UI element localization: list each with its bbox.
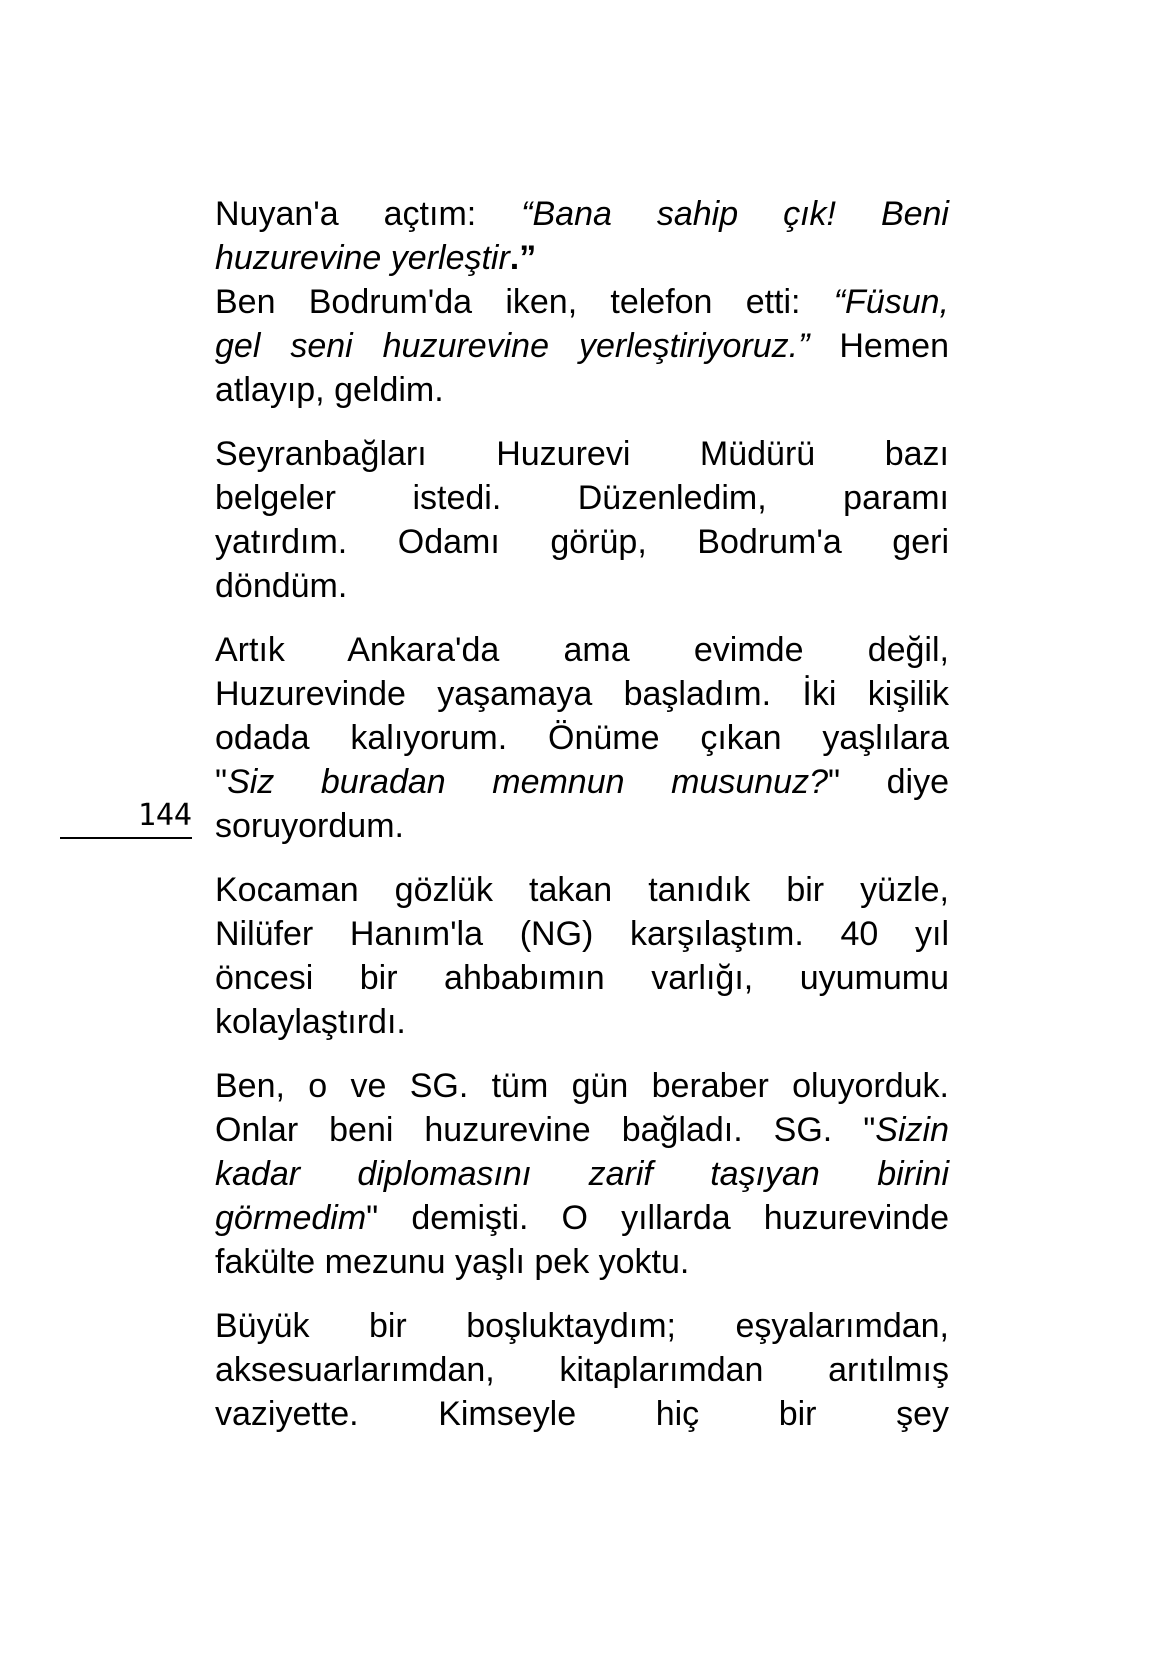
text-segment-italic: kadar diplomasını zarif taşıyan birini — [215, 1155, 949, 1193]
paragraph-5 — [215, 868, 949, 1044]
text-line — [215, 192, 949, 236]
text-line — [215, 672, 949, 716]
text-segment-italic: görmedim — [215, 1199, 367, 1237]
text-line — [215, 280, 949, 324]
text-line — [215, 1196, 949, 1240]
text-segment-regular: Nuyan'a açtım: — [215, 195, 522, 233]
text-segment-regular: kolaylaştırdı. — [215, 1003, 406, 1041]
text-segment-italic: gel seni huzurevine yerleştiriyoruz.” — [215, 327, 810, 365]
paragraph-1 — [215, 192, 949, 280]
text-segment-regular: vaziyette. Kimseyle hiç bir şey — [215, 1395, 949, 1433]
text-segment-regular: Huzurevinde yaşamaya başladım. İki kişilik — [215, 675, 949, 713]
text-line — [215, 1392, 949, 1436]
text-segment-regular: Artık Ankara'da ama evimde değil, — [215, 631, 949, 669]
text-line — [215, 1240, 949, 1284]
text-segment-italic: “Füsun, — [833, 283, 949, 321]
text-line — [215, 236, 949, 280]
text-line — [215, 1108, 949, 1152]
text-segment-regular: Hemen — [809, 327, 949, 365]
text-segment-regular: belgeler istedi. Düzenledim, paramı — [215, 479, 949, 517]
text-line — [215, 912, 949, 956]
text-line — [215, 760, 949, 804]
text-segment-regular: Seyranbağları Huzurevi Müdürü bazı — [215, 435, 949, 473]
text-line — [215, 564, 949, 608]
text-line — [215, 1064, 949, 1108]
page-number: 144 — [137, 798, 192, 833]
paragraph-3 — [215, 432, 949, 608]
paragraph-4 — [215, 628, 949, 848]
text-line — [215, 804, 949, 848]
text-segment-regular: Onlar beni huzurevine bağladı. SG. " — [215, 1111, 876, 1149]
paragraph-7 — [215, 1304, 949, 1436]
text-segment-italic: huzurevine yerleştir — [215, 239, 510, 277]
text-segment-regular: Kocaman gözlük takan tanıdık bir yüzle, — [215, 871, 949, 909]
text-line — [215, 868, 949, 912]
text-segment-regular: " demişti. O yıllarda huzurevinde — [366, 1199, 949, 1237]
text-segment-italic: Siz buradan memnun musunuz? — [227, 763, 828, 801]
text-segment-regular: soruyordum. — [215, 807, 404, 845]
text-segment-regular: fakülte mezunu yaşlı pek yoktu. — [215, 1243, 690, 1281]
text-segment-regular: aksesuarlarımdan, kitaplarımdan arıtılmış — [215, 1351, 949, 1389]
text-segment-regular: odada kalıyorum. Önüme çıkan yaşlılara — [215, 719, 949, 757]
text-segment-regular: öncesi bir ahbabımın varlığı, uyumumu — [215, 959, 949, 997]
text-segment-bold: .” — [509, 239, 537, 277]
text-segment-regular: Ben Bodrum'da iken, telefon etti: — [215, 283, 834, 321]
text-segment-regular: " — [215, 763, 228, 801]
text-segment-regular: Ben, o ve SG. tüm gün beraber oluyorduk. — [215, 1067, 949, 1105]
text-segment-regular: Büyük bir boşluktaydım; eşyalarımdan, — [215, 1307, 949, 1345]
text-segment-regular: yatırdım. Odamı görüp, Bodrum'a geri — [215, 523, 949, 561]
text-line — [215, 1348, 949, 1392]
text-segment-italic: “Bana sahip çık! Beni — [521, 195, 949, 233]
text-line — [215, 716, 949, 760]
paragraph-6 — [215, 1064, 949, 1284]
text-line — [215, 520, 949, 564]
text-line — [215, 368, 949, 412]
text-line — [215, 1304, 949, 1348]
text-segment-italic: Sizin — [875, 1111, 949, 1149]
text-block — [215, 192, 949, 1436]
text-line — [215, 1152, 949, 1196]
text-line — [215, 956, 949, 1000]
text-line — [215, 476, 949, 520]
text-segment-regular: Nilüfer Hanım'la (NG) karşılaştım. 40 yıl — [215, 915, 949, 953]
text-segment-regular: atlayıp, geldim. — [215, 371, 444, 409]
text-segment-regular: " diye — [827, 763, 950, 801]
text-line — [215, 324, 949, 368]
paragraph-2 — [215, 280, 949, 412]
text-line — [215, 432, 949, 476]
margin-page-number — [60, 796, 192, 839]
text-line — [215, 628, 949, 672]
text-line — [215, 1000, 949, 1044]
text-segment-regular: döndüm. — [215, 567, 348, 605]
